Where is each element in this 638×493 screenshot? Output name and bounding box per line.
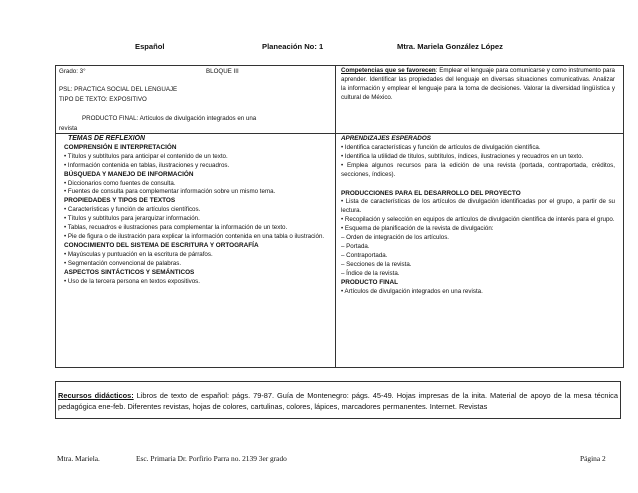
reflection-topics-cell	[56, 134, 336, 368]
plan-item: – Portada.	[341, 243, 615, 252]
resources-box	[55, 381, 621, 419]
topic-item: • Fuentes de consulta para complementar información sobre un mismo tema.	[64, 188, 329, 197]
production-item: • Esquema de planificación de la revista de divulgación:	[341, 225, 615, 234]
plan-item: – Secciones de la revista.	[341, 261, 615, 270]
competencies-label: Competencias que se favorecen	[341, 67, 436, 74]
practice-label: PSL: PRACTICA SOCIAL DEL LENGUAJE	[59, 86, 178, 93]
topic-item: • Segmentación convencional de palabras.	[64, 260, 329, 269]
competencies-text: : Emplear el lenguaje para comunicarse y como instrumento para aprender. Identificar las propiedades del lenguaje en diversas situaciones comunicativas. Analizar la información y emplear el lenguaje para la toma de decisiones. Valorar la diversidad lingüística y cultural de México.	[341, 67, 615, 101]
final-product-line1: PRODUCTO FINAL: Artículos de divulgación integrados en una	[82, 115, 257, 122]
planning-number: Planeación No: 1	[262, 42, 324, 51]
productions-title: PRODUCCIONES PARA EL DESARROLLO DEL PROYECTO	[341, 189, 521, 197]
competencies-cell	[336, 66, 624, 134]
topic-heading: PROPIEDADES Y TIPOS DE TEXTOS	[64, 197, 176, 205]
topic-item: • Mayúsculas y puntuación en la escritura de párrafos.	[64, 251, 329, 260]
block-label: BLOQUE III	[206, 68, 239, 75]
footer-school: Esc. Primaria Dr. Porfirio Parra no. 2139 3er grado	[136, 454, 287, 463]
final-product-title: PRODUCTO FINAL	[341, 278, 399, 286]
subject-heading: Español	[135, 42, 165, 51]
plan-item: – Orden de integración de los artículos.	[341, 234, 615, 243]
reflection-topics-title: TEMAS DE REFLEXIÓN	[68, 135, 145, 142]
general-info-cell	[56, 66, 336, 134]
topic-item: • Uso de la tercera persona en textos expositivos.	[64, 278, 329, 287]
learning-item: • Identifica la utilidad de títulos, subtítulos, índices, ilustraciones y recuadros en un texto.	[341, 153, 615, 162]
topic-heading: CONOCIMIENTO DEL SISTEMA DE ESCRITURA Y ORTOGRAFÍA	[64, 241, 259, 249]
plan-item: – Índice de la revista.	[341, 270, 615, 279]
learning-item: • Identifica características y función de artículos de divulgación científica.	[341, 144, 615, 153]
topic-item: • Diccionarios como fuentes de consulta.	[64, 180, 329, 189]
topic-item: • Información contenida en tablas, ilustraciones y recuadros.	[64, 162, 329, 171]
teacher-name: Mtra. Mariela González López	[397, 42, 503, 51]
resources-label: Recursos didácticos:	[58, 391, 134, 400]
learning-item: • Emplea algunos recursos para la edición de una revista (portada, contraportada, créditos, secciones, índices).	[341, 162, 615, 180]
footer-teacher: Mtra. Mariela.	[57, 454, 100, 463]
production-item: • Recopilación y selección en equipos de artículos de divulgación científica de interés para el grupo.	[341, 216, 615, 225]
expected-learnings-title: APRENDIZAJES ESPERADOS	[341, 135, 431, 142]
text-type-label: TIPO DE TEXTO: EXPOSITIVO	[59, 96, 147, 103]
grade-label: Grado: 3°	[59, 68, 86, 75]
final-product-line2: revista	[59, 125, 78, 132]
plan-item: – Contraportada.	[341, 252, 615, 261]
topic-item: • Pie de figura o de ilustración para explicar la información contenida en una tabla o ilustración.	[64, 233, 329, 242]
topic-item: • Características y función de artículos científicos.	[64, 206, 329, 215]
topic-heading: BÚSQUEDA Y MANEJO DE INFORMACIÓN	[64, 170, 194, 178]
topic-item: • Títulos y subtítulos para jerarquizar información.	[64, 215, 329, 224]
resources-text: Libros de texto de español: págs. 79-87. Guía de Montenegro: págs. 45-49. Hojas impresas de la inita. Material de apoyo de la mesa técnica pedagógica ene-feb. Diferentes revistas, hojas de colores, cartulinas, colores, lápices, marcadores permanentes. Internet. Revistas	[58, 391, 618, 411]
final-product-item: • Artículos de divulgación integrados en una revista.	[341, 288, 615, 297]
topic-heading: ASPECTOS SINTÁCTICOS Y SEMÁNTICOS	[64, 268, 195, 276]
planning-table	[55, 65, 624, 368]
topic-heading: COMPRENSIÓN E INTERPRETACIÓN	[64, 143, 177, 151]
footer-page: Página 2	[580, 454, 606, 463]
topic-item: • Títulos y subtítulos para anticipar el contenido de un texto.	[64, 153, 329, 162]
production-item: • Lista de características de los artículos de divulgación identificadas por el grupo, a partir de su lectura.	[341, 198, 615, 216]
expected-learnings-cell	[336, 134, 624, 368]
topic-item: • Tablas, recuadros e ilustraciones para complementar la información de un texto.	[64, 224, 329, 233]
